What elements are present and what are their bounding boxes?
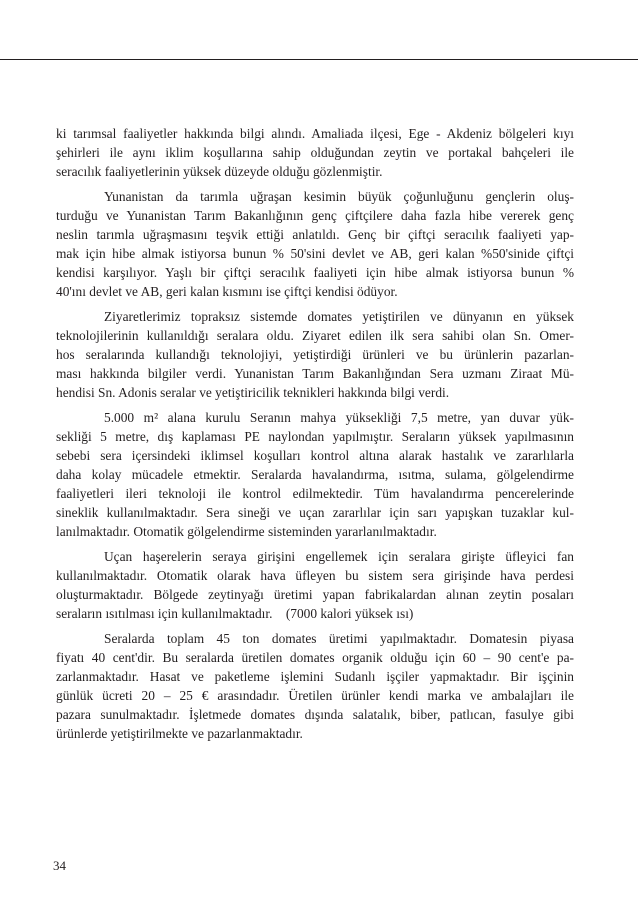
text-line: teknolojilerinin kullanıldığı seralara oldu. Ziyaret edilen ilk sera sahibi olan Sn. Omer-	[56, 327, 574, 343]
text-line: Uçan haşerelerin seraya girişini engellemek için seralara girişte üfleyici fan	[104, 548, 574, 564]
text-line: kullanılmaktadır. Otomatik olarak hava üfleyen bu sistem sera girişinde hava perdesi	[56, 568, 574, 584]
text-line: fiyatı 40 cent'dir. Bu seralarda üretilen domates organik olduğu için 60 – 90 cent'e pa-	[56, 649, 574, 665]
text-line: Yunanistan da tarımla uğraşan kesimin büyük çoğunluğunu gençlerin oluş-	[104, 188, 574, 204]
text-line: hendisi Sn. Adonis seralar ve yetiştiricilik teknikleri hakkında bilgi verdi.	[56, 385, 450, 401]
text-line: daha kolay mücadele etmektir. Seralarda havalandırma, ısıtma, sulama, gölgelendirme	[56, 467, 574, 483]
text-line: seracılık faaliyetlerinin yüksek düzeyde olduğu gözlenmiştir.	[56, 164, 383, 180]
text-line: oluşturmaktadır. Bölgede zeytinyağı üretimi yapan fabrikalardan alınan zeytin posaları	[56, 587, 574, 603]
text-line: şehirleri ile aynı iklim koşullarına sahip olduğundan zeytin ve portakal bahçeleri ile	[56, 145, 574, 161]
text-line: Seralarda toplam 45 ton domates üretimi yapılmaktadır. Domatesin piyasa	[104, 630, 574, 646]
text-line: turduğu ve Yunanistan Tarım Bakanlığının genç çiftçilere daha fazla hibe vererek genç	[56, 207, 574, 223]
header-rule	[0, 59, 638, 60]
text-line: ması hakkında bilgiler verdi. Yunanistan Tarım Bakanlığından Sera uzmanı Ziraat Mü-	[56, 366, 574, 382]
paragraph-3	[56, 307, 574, 402]
paragraph-4	[56, 408, 574, 542]
paragraph-2	[56, 187, 574, 302]
paragraph-6	[56, 629, 574, 744]
body-text	[56, 124, 574, 749]
text-line: 5.000 m² alana kurulu Seranın mahya yüksekliği 7,5 metre, yan duvar yük-	[104, 409, 574, 425]
text-line: kendisi karşılıyor. Yaşlı bir çiftçi seracılık faaliyeti için hibe almak istiyorsa bunun %	[56, 265, 574, 281]
text-line: Ziyaretlerimiz topraksız sistemde domates yetiştirilen ve dünyanın en yüksek	[104, 308, 574, 324]
text-line: seraların ısıtılması için kullanılmaktadır. (7000 kalori yüksek ısı)	[56, 606, 414, 622]
text-line: 40'ını devlet ve AB, geri kalan kısmını ise çiftçi kendisi ödüyor.	[56, 284, 398, 300]
paragraph-1	[56, 124, 574, 181]
text-line: zarlanmaktadır. Hasat ve paketleme işlemini Sudanlı işçiler yapmaktadır. Bir işçinin	[56, 669, 574, 685]
text-line: ürünlerde yetiştirilmekte ve pazarlanmaktadır.	[56, 726, 303, 742]
text-line: lanılmaktadır. Otomatik gölgelendirme sisteminden yararlanılmaktadır.	[56, 524, 437, 540]
text-line: neslin tarımla uğraşmasını teşvik ettiği anlatıldı. Genç bir çiftçi seracılık faaliyeti yap-	[56, 226, 574, 242]
page-number: 34	[53, 858, 66, 873]
text-line: sekliği 5 metre, dış kaplaması PE naylondan yapılmıştır. Seraların yüksek yapılmasının	[56, 428, 574, 444]
text-line: ki tarımsal faaliyetler hakkında bilgi alındı. Amaliada ilçesi, Ege - Akdeniz bölgeleri kıyı	[56, 126, 574, 141]
text-line: faaliyetleri ileri teknoloji ile kontrol edilmektedir. Tüm havalandırma pencerelerinde	[56, 486, 574, 502]
text-line: pazara sunulmaktadır. İşletmede domates dışında salatalık, biber, patlıcan, fasulye gibi	[56, 707, 574, 723]
text-line: sebebi sera içersindeki iklimsel koşulları kontrol altına alarak hastalık ve zararlılarla	[56, 448, 574, 463]
text-line: hos seralarında kullandığı teknolojiyi, yetiştirdiği ürünleri ve bu ürünlerin pazarlan-	[56, 347, 574, 363]
text-line: günlük ücreti 20 – 25 € arasındadır. Üretilen ürünler kendi marka ve ambalajları ile	[56, 688, 574, 704]
paragraph-5	[56, 547, 574, 623]
text-line: mak için hibe almak istiyorsa bunun % 50'sini devlet ve AB, geri kalan %50'sinide çiftçi	[56, 246, 574, 262]
text-line: sineklik kullanılmaktadır. Sera sineği ve uçan zararlılar için sarı yapışkan tuzaklar kul-	[56, 505, 574, 521]
